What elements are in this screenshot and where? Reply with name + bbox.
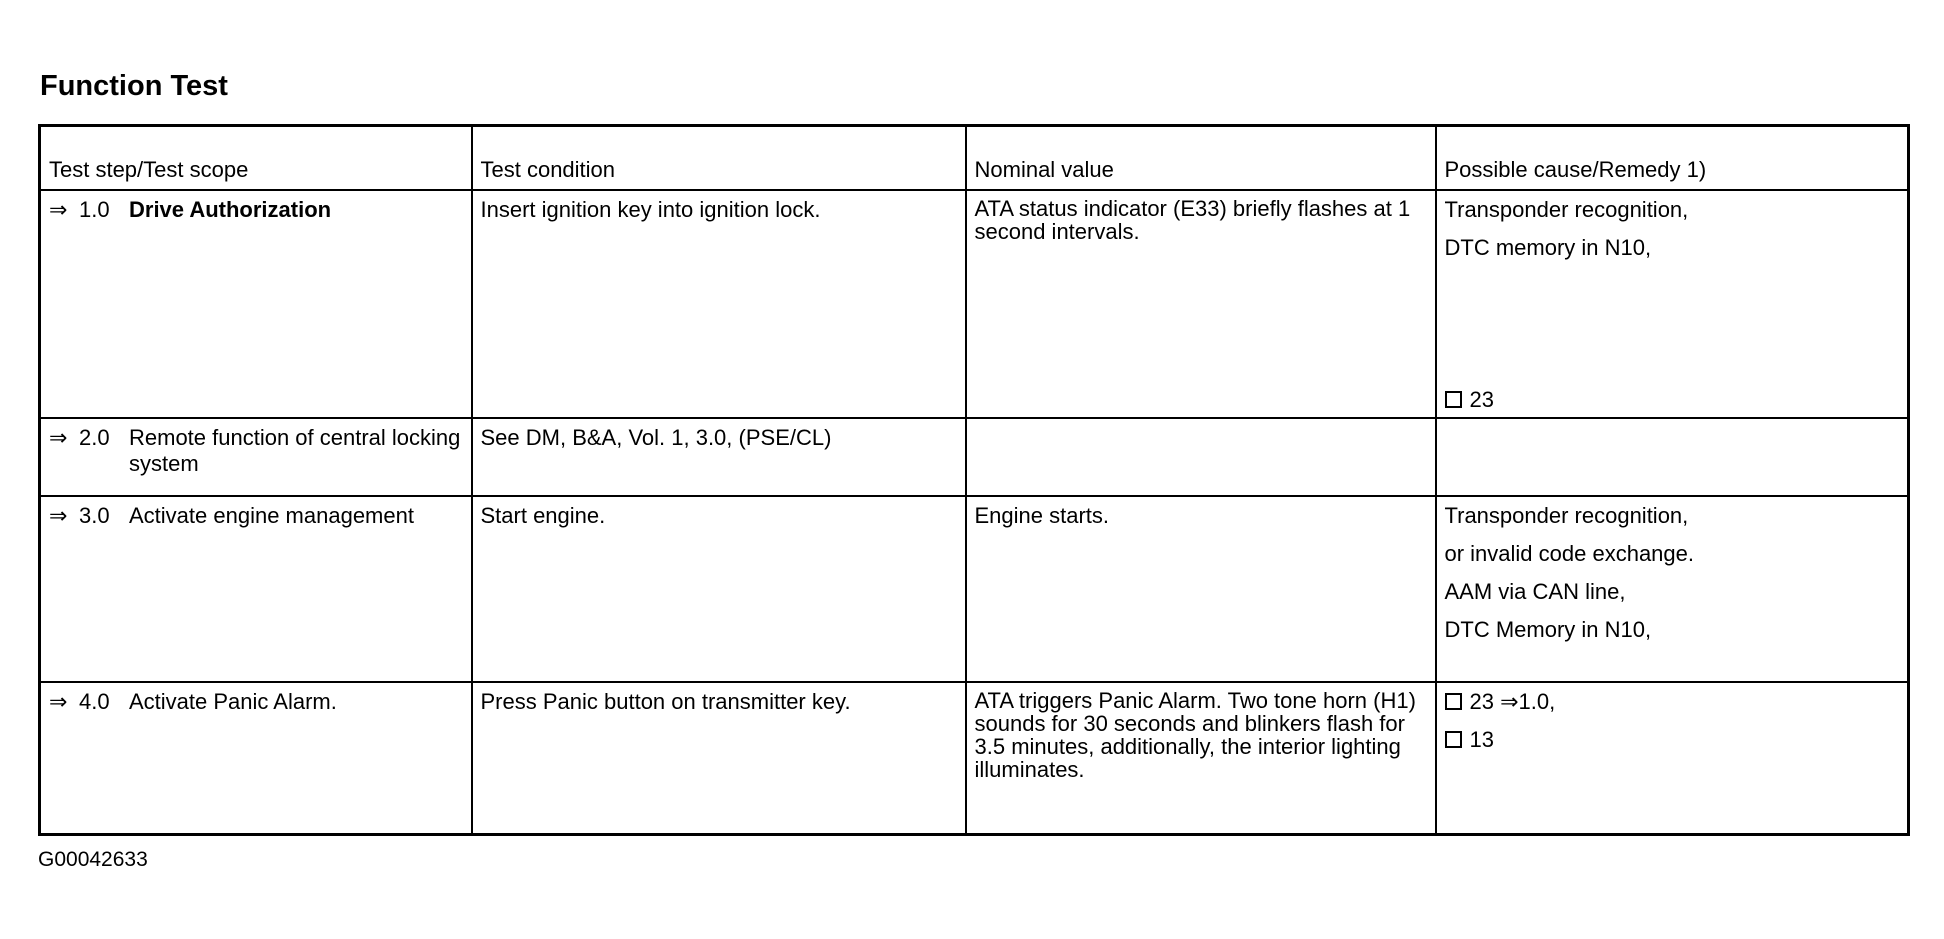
nominal-value-cell: Engine starts. bbox=[966, 496, 1436, 682]
reference-text: 23 ⇒1.0, bbox=[1469, 689, 1556, 714]
step-name: Activate Panic Alarm. bbox=[129, 689, 337, 714]
function-test-table bbox=[38, 124, 1910, 836]
nominal-value-cell: ATA triggers Panic Alarm. Two tone horn (H1) sounds for 30 seconds and blinkers flash for 3.5 minutes, additionally, the interior lighting illuminates. bbox=[966, 682, 1436, 835]
arrow-icon: ⇒ bbox=[49, 425, 68, 450]
header-test-condition: Test condition bbox=[472, 126, 966, 191]
nominal-value-cell bbox=[966, 418, 1436, 496]
step-name: Remote function of central locking system bbox=[129, 425, 461, 476]
arrow-icon: ⇒ bbox=[49, 503, 68, 528]
cause-line: DTC Memory in N10, bbox=[1444, 617, 1652, 642]
function-test-table-container bbox=[38, 124, 1910, 836]
possible-cause-cell bbox=[1436, 682, 1909, 835]
cause-line: Transponder recognition, bbox=[1444, 197, 1689, 222]
checkbox-icon bbox=[1445, 391, 1462, 408]
page-title: Function Test bbox=[40, 70, 228, 102]
step-name: Activate engine management bbox=[129, 503, 414, 528]
figure-id: G00042633 bbox=[38, 848, 148, 871]
reference-text: 13 bbox=[1469, 727, 1494, 752]
cause-line: DTC memory in N10, bbox=[1444, 235, 1652, 260]
table-row bbox=[40, 496, 1909, 682]
test-condition-cell: Start engine. bbox=[472, 496, 966, 682]
possible-cause-cell bbox=[1436, 190, 1909, 418]
cause-line: Transponder recognition, bbox=[1444, 503, 1689, 528]
table-row bbox=[40, 418, 1909, 496]
cause-line: or invalid code exchange. bbox=[1444, 541, 1694, 566]
step-number: 3.0 bbox=[79, 503, 110, 528]
test-step-cell bbox=[40, 682, 472, 835]
nominal-value-cell: ATA status indicator (E33) briefly flashes at 1 second intervals. bbox=[966, 190, 1436, 418]
possible-cause-cell bbox=[1436, 496, 1909, 682]
header-test-step: Test step/Test scope bbox=[40, 126, 472, 191]
reference bbox=[1445, 727, 1900, 753]
header-possible-cause: Possible cause/Remedy 1) bbox=[1436, 126, 1909, 191]
reference bbox=[1445, 689, 1900, 715]
table-header-row bbox=[40, 126, 1909, 191]
test-step-cell bbox=[40, 496, 472, 682]
step-number: 4.0 bbox=[79, 689, 110, 714]
step-number: 2.0 bbox=[79, 425, 110, 450]
step-name: Drive Authorization bbox=[129, 197, 332, 222]
test-condition-cell: See DM, B&A, Vol. 1, 3.0, (PSE/CL) bbox=[472, 418, 966, 496]
possible-cause-cell bbox=[1436, 418, 1909, 496]
reference bbox=[1445, 387, 1494, 413]
checkbox-icon bbox=[1445, 731, 1462, 748]
cause-line: AAM via CAN line, bbox=[1444, 579, 1626, 604]
reference-text: 23 bbox=[1469, 387, 1494, 412]
arrow-icon: ⇒ bbox=[49, 197, 68, 222]
header-nominal-value: Nominal value bbox=[966, 126, 1436, 191]
test-step-cell bbox=[40, 190, 472, 418]
checkbox-icon bbox=[1445, 693, 1462, 710]
test-step-cell bbox=[40, 418, 472, 496]
arrow-icon: ⇒ bbox=[49, 689, 68, 714]
step-number: 1.0 bbox=[79, 197, 110, 222]
table-row bbox=[40, 682, 1909, 835]
test-condition-cell: Insert ignition key into ignition lock. bbox=[472, 190, 966, 418]
test-condition-cell: Press Panic button on transmitter key. bbox=[472, 682, 966, 835]
table-row bbox=[40, 190, 1909, 418]
